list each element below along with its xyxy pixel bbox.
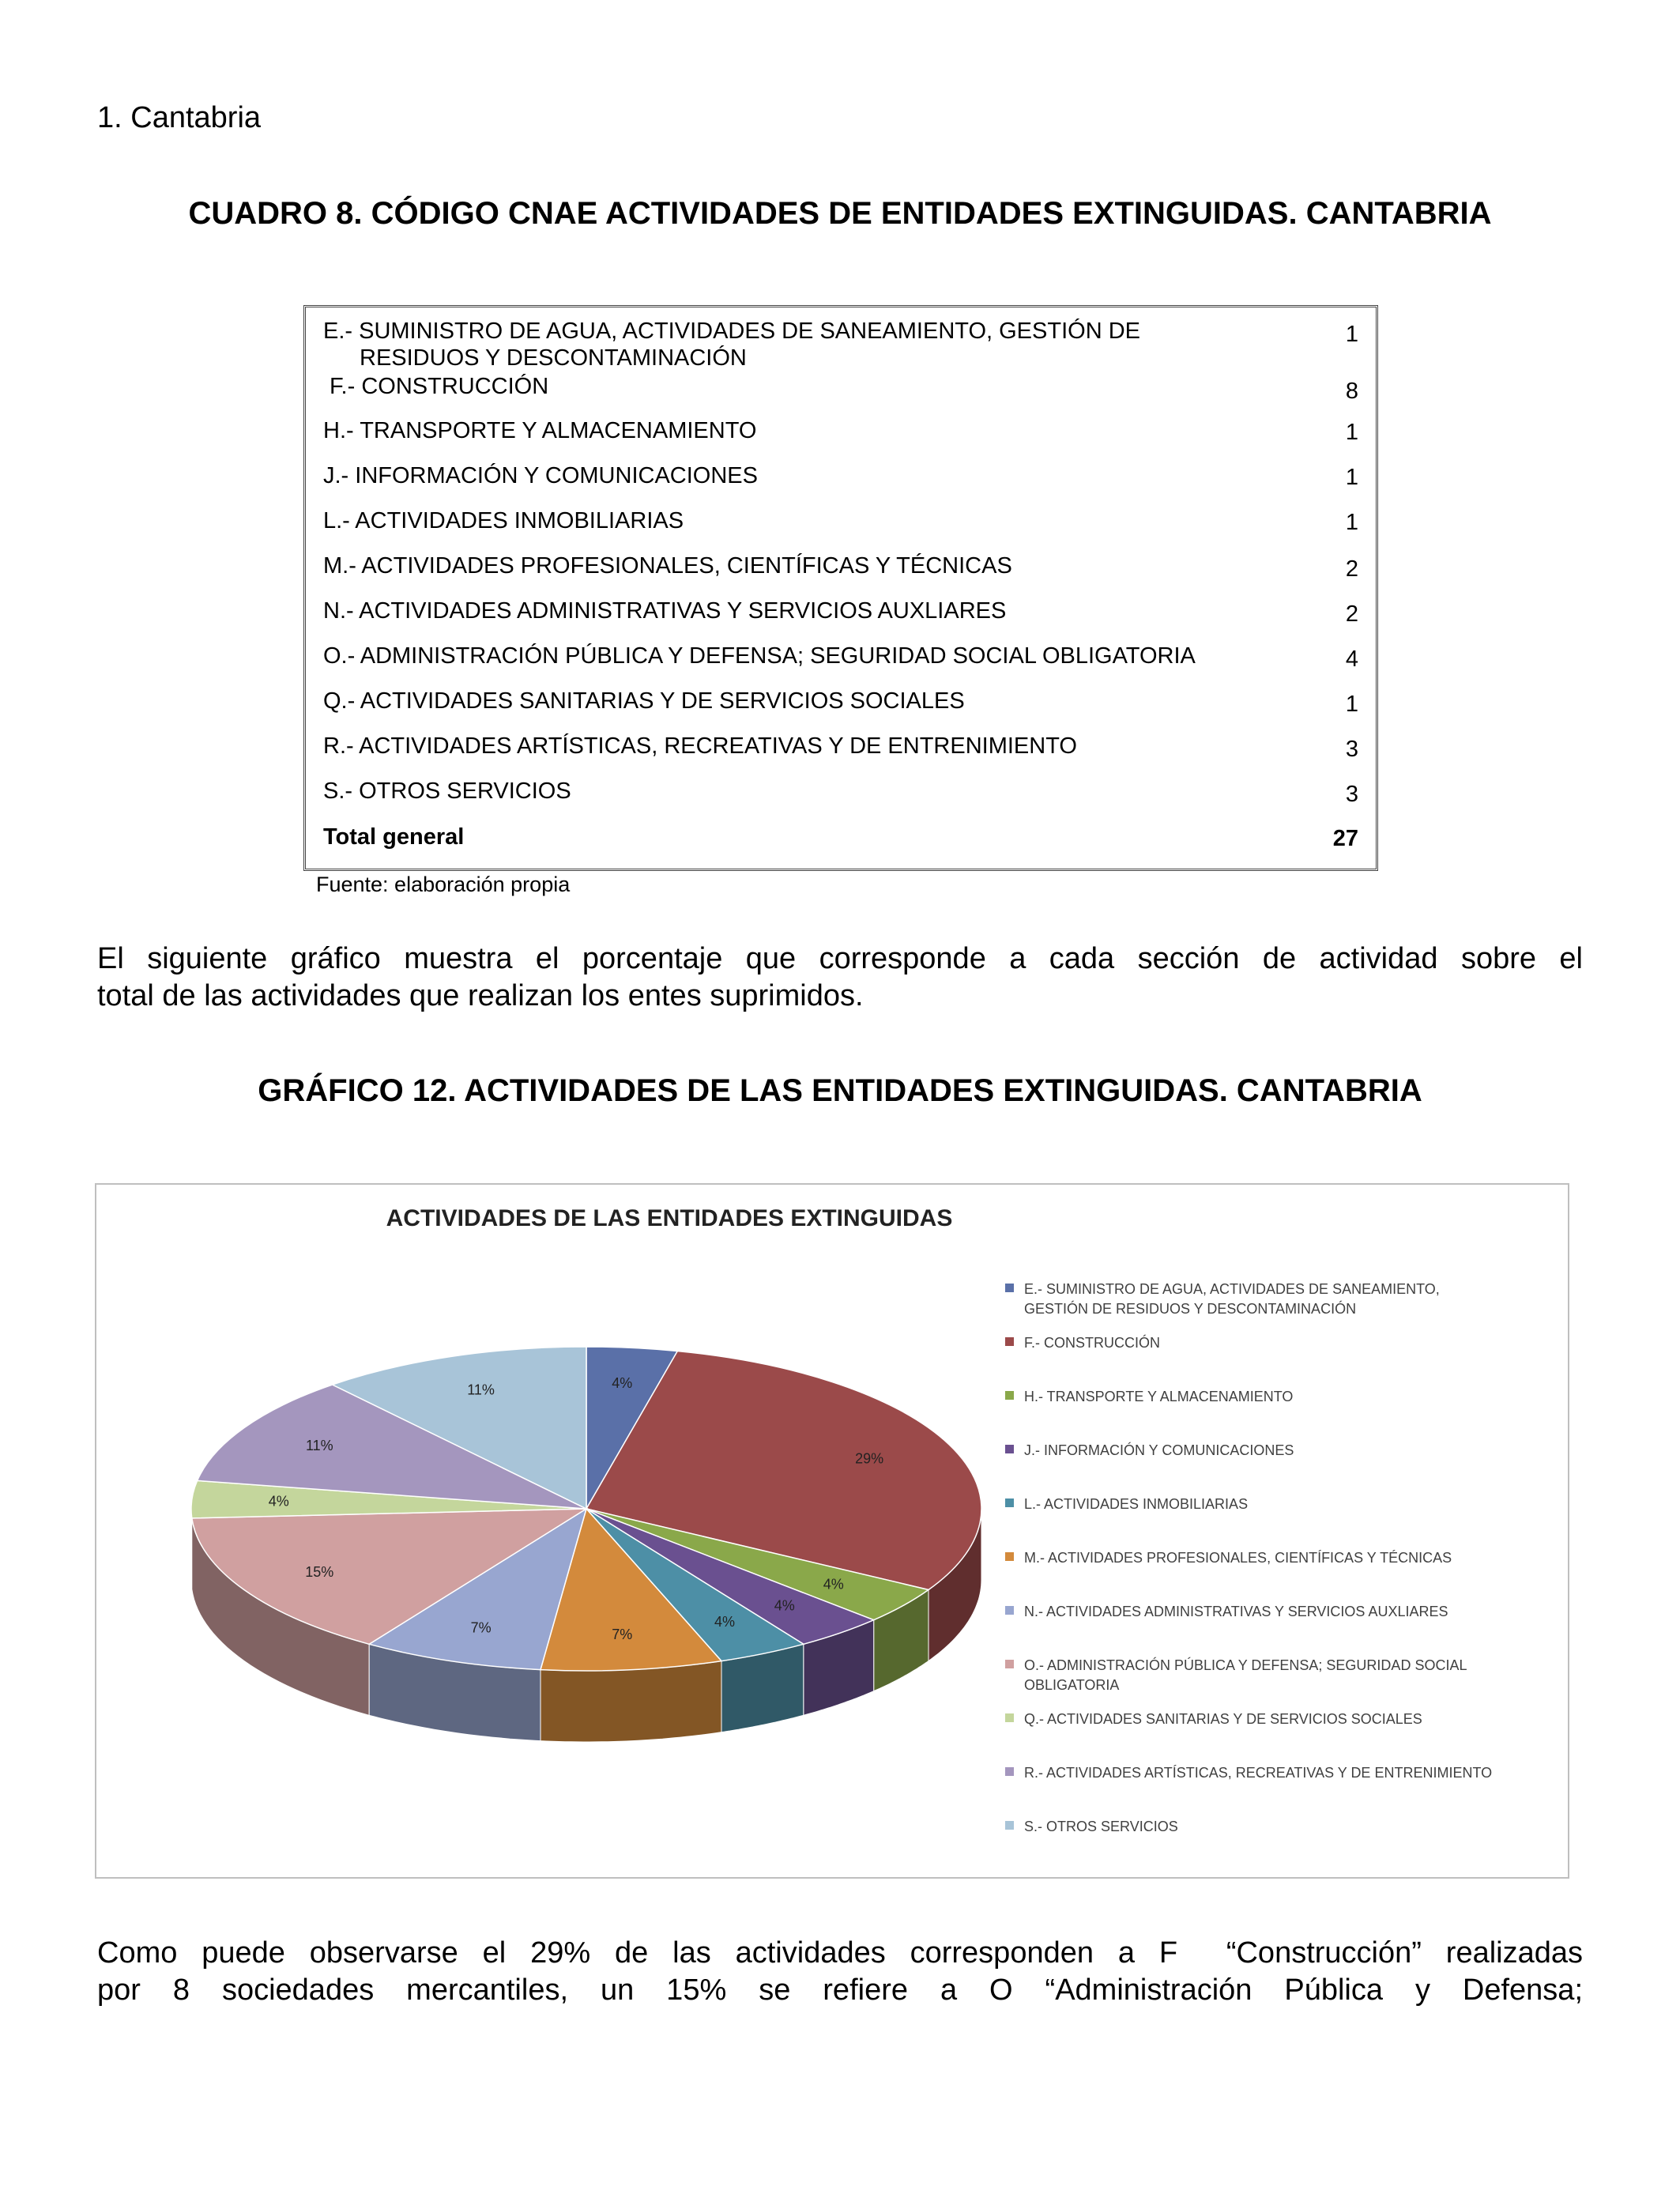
legend-label: J.- INFORMACIÓN Y COMUNICACIONES: [1024, 1442, 1294, 1458]
pie-data-label: 4%: [612, 1375, 633, 1392]
table-total-value: 27: [1332, 826, 1358, 851]
table-row-label: R.- ACTIVIDADES ARTÍSTICAS, RECREATIVAS Y DE ENTRENIMIENTO: [323, 733, 1077, 759]
pie-slice-side: [541, 1661, 721, 1742]
pie-data-label: 11%: [305, 1438, 333, 1454]
paragraph-line: El siguiente gráfico muestra el porcentaje que corresponde a cada sección de actividad sobre el: [97, 942, 1583, 975]
legend-swatch: [1005, 1552, 1014, 1561]
table-row-label: J.- INFORMACIÓN Y COMUNICACIONES: [323, 463, 758, 488]
legend-label: M.- ACTIVIDADES PROFESIONALES, CIENTÍFICAS Y TÉCNICAS: [1024, 1550, 1452, 1566]
table-row-label: S.- OTROS SERVICIOS: [323, 778, 571, 804]
table-row-label: H.- TRANSPORTE Y ALMACENAMIENTO: [323, 418, 757, 443]
pie-data-label: 15%: [305, 1564, 334, 1580]
pie-data-label: 11%: [467, 1382, 495, 1398]
source-note: Fuente: elaboración propia: [316, 873, 571, 896]
table-row-label: O.- ADMINISTRACIÓN PÚBLICA Y DEFENSA; SEGURIDAD SOCIAL OBLIGATORIA: [323, 643, 1196, 669]
table-total-label: Total general: [323, 824, 465, 850]
pie-data-label: 4%: [823, 1576, 844, 1593]
legend-swatch: [1005, 1391, 1014, 1400]
table-row-value: 3: [1345, 782, 1358, 807]
legend-swatch: [1005, 1713, 1014, 1722]
table-row-label: L.- ACTIVIDADES INMOBILIARIAS: [323, 508, 684, 533]
paragraph-line: Como puede observarse el 29% de las actividades corresponden a F “Construcción” realizadas: [97, 1936, 1583, 1970]
table-row-value: 8: [1345, 379, 1358, 404]
legend-swatch: [1005, 1660, 1014, 1668]
conclusion-paragraph: [97, 1935, 1583, 2009]
legend-swatch: [1005, 1767, 1014, 1776]
table-row-value: 1: [1345, 420, 1358, 445]
legend-swatch: [1005, 1337, 1014, 1346]
pie-chart-plot: [96, 1216, 1013, 1864]
pie-data-label: 4%: [714, 1613, 736, 1630]
table-row-value: 1: [1345, 322, 1358, 347]
table-row: [323, 374, 1358, 405]
legend-label: Q.- ACTIVIDADES SANITARIAS Y DE SERVICIOS SOCIALES: [1024, 1711, 1422, 1727]
section-heading: 1. Cantabria: [97, 101, 262, 134]
legend-swatch: [1005, 1498, 1014, 1507]
legend-label: F.- CONSTRUCCIÓN: [1024, 1335, 1160, 1351]
table-row-label: F.- CONSTRUCCIÓN: [323, 374, 549, 399]
table-title: CUADRO 8. CÓDIGO CNAE ACTIVIDADES DE ENTIDADES EXTINGUIDAS. CANTABRIA: [188, 196, 1492, 231]
chart-title: ACTIVIDADES DE LAS ENTIDADES EXTINGUIDAS: [386, 1205, 953, 1231]
legend-swatch: [1005, 1606, 1014, 1615]
table-row-value: 1: [1345, 692, 1358, 717]
legend-label: O.- ADMINISTRACIÓN PÚBLICA Y DEFENSA; SEGURIDAD SOCIAL OBLIGATORIA: [1024, 1657, 1467, 1693]
pie-data-label: 29%: [855, 1450, 884, 1467]
legend-swatch: [1005, 1284, 1014, 1292]
table-row-label: E.- SUMINISTRO DE AGUA, ACTIVIDADES DE SANEAMIENTO, GESTIÓN DE: [323, 319, 1140, 344]
chart-caption: GRÁFICO 12. ACTIVIDADES DE LAS ENTIDADES EXTINGUIDAS. CANTABRIA: [258, 1073, 1422, 1108]
legend-label: S.- OTROS SERVICIOS: [1024, 1819, 1178, 1834]
pie-data-label: 7%: [612, 1626, 633, 1642]
table-row-value: 1: [1345, 465, 1358, 490]
paragraph-line: por 8 sociedades mercantiles, un 15% se refiere a O “Administración Pública y Defensa;: [97, 1973, 1583, 2007]
pie-data-label: 4%: [268, 1493, 289, 1510]
table-row-label: M.- ACTIVIDADES PROFESIONALES, CIENTÍFICAS Y TÉCNICAS: [323, 553, 1012, 579]
table-row-label: N.- ACTIVIDADES ADMINISTRATIVAS Y SERVICIOS AUXLIARES: [323, 598, 1007, 624]
intro-paragraph: [97, 941, 1583, 1015]
pie-data-label: 4%: [774, 1597, 795, 1614]
table-row-value: 1: [1345, 510, 1358, 535]
table-row-value: 2: [1345, 601, 1358, 627]
table-row-value: 2: [1345, 556, 1358, 582]
legend-label: R.- ACTIVIDADES ARTÍSTICAS, RECREATIVAS Y DE ENTRENIMIENTO: [1024, 1765, 1493, 1781]
legend-label: E.- SUMINISTRO DE AGUA, ACTIVIDADES DE SANEAMIENTO, GESTIÓN DE RESIDUOS Y DESCONTAMINACIÓN: [1024, 1281, 1440, 1317]
legend-label: H.- TRANSPORTE Y ALMACENAMIENTO: [1024, 1389, 1294, 1404]
table-row-value: 3: [1345, 737, 1358, 762]
paragraph-line: total de las actividades que realizan los entes suprimidos.: [97, 979, 864, 1012]
activities-table: [303, 305, 1378, 871]
pie-data-label: 7%: [470, 1619, 492, 1636]
legend-label: N.- ACTIVIDADES ADMINISTRATIVAS Y SERVICIOS AUXLIARES: [1024, 1604, 1448, 1619]
table-row: [323, 319, 1358, 374]
legend-swatch: [1005, 1821, 1014, 1830]
table-row-value: 4: [1345, 647, 1358, 672]
legend-label: L.- ACTIVIDADES INMOBILIARIAS: [1024, 1496, 1249, 1512]
table-row-label: Q.- ACTIVIDADES SANITARIAS Y DE SERVICIOS SOCIALES: [323, 688, 965, 714]
legend-swatch: [1005, 1445, 1014, 1453]
table-row-label-continued: RESIDUOS Y DESCONTAMINACIÓN: [360, 345, 747, 371]
pie-chart: [95, 1183, 1569, 1879]
